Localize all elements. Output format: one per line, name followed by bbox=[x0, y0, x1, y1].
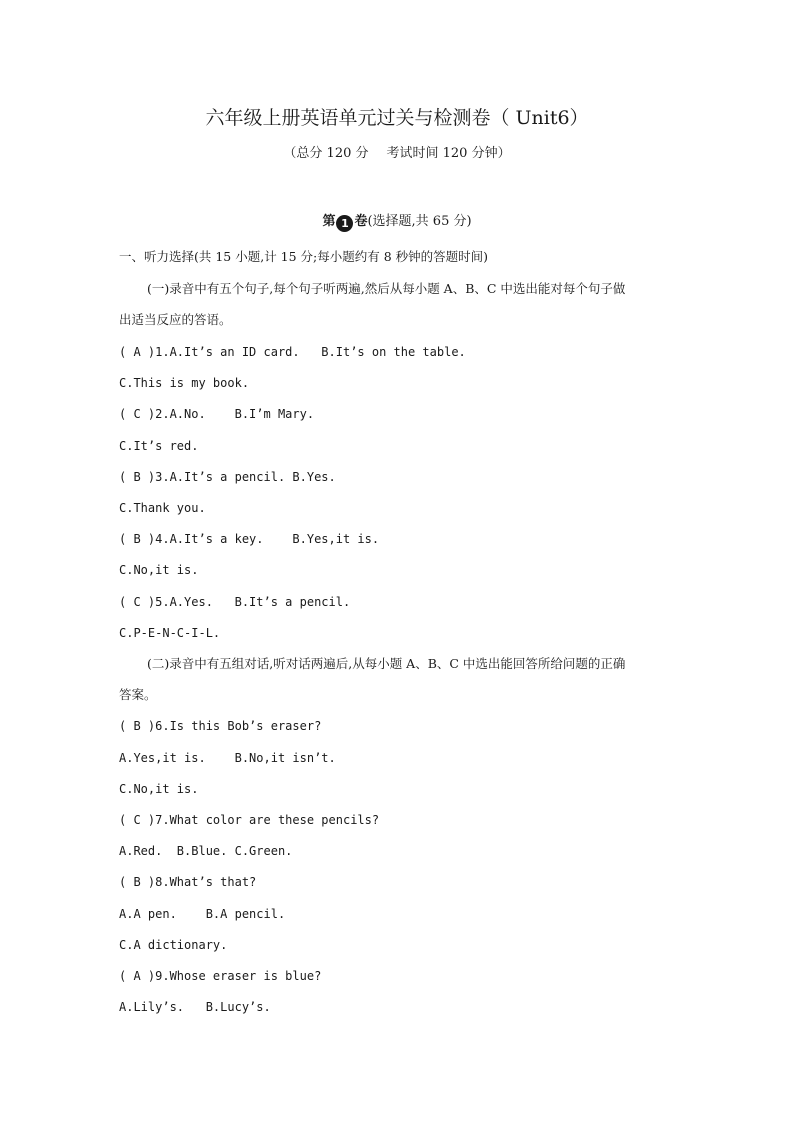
subsection-2-instruction-cont: 答案。 bbox=[119, 687, 157, 702]
part-detail: (选择题,共 65 分) bbox=[367, 214, 472, 229]
question-line: ( C )7.What color are these pencils? bbox=[119, 813, 380, 827]
exam-subtitle bbox=[0, 145, 794, 163]
question-line: A.A pen. B.A pencil. bbox=[119, 907, 286, 921]
part-heading bbox=[0, 212, 794, 232]
part-suffix: 卷 bbox=[354, 214, 368, 229]
question-line: C.No,it is. bbox=[119, 563, 199, 577]
question-line: ( B )3.A.It’s a pencil. B.Yes. bbox=[119, 470, 336, 484]
question-line: C.A dictionary. bbox=[119, 938, 228, 952]
subsection-2-instruction: (二)录音中有五组对话,听对话两遍后,从每小题 A、B、C 中选出能回答所给问题的正确 bbox=[147, 656, 626, 671]
section-heading: 一、听力选择(共 15 小题,计 15 分;每小题约有 8 秒钟的答题时间) bbox=[119, 249, 489, 264]
question-line: C.Thank you. bbox=[119, 501, 206, 515]
question-line: A.Red. B.Blue. C.Green. bbox=[119, 844, 293, 858]
subsection-1-instruction-cont: 出适当反应的答语。 bbox=[119, 312, 232, 327]
subsection-1-instruction: (一)录音中有五个句子,每个句子听两遍,然后从每小题 A、B、C 中选出能对每个句子做 bbox=[147, 281, 626, 296]
exam-time: 考试时间 120 分钟） bbox=[386, 146, 511, 161]
question-line: C.This is my book. bbox=[119, 376, 250, 390]
exam-title: 六年级上册英语单元过关与检测卷（ Unit6） bbox=[205, 107, 589, 129]
question-line: ( B )4.A.It’s a key. B.Yes,it is. bbox=[119, 532, 380, 546]
part-prefix: 第 bbox=[322, 214, 336, 229]
question-line: ( C )5.A.Yes. B.It’s a pencil. bbox=[119, 595, 351, 609]
question-line: ( C )2.A.No. B.I’m Mary. bbox=[119, 407, 315, 421]
question-line: ( B )8.What’s that? bbox=[119, 875, 257, 889]
question-line: A.Yes,it is. B.No,it isn’t. bbox=[119, 751, 336, 765]
question-line: ( B )6.Is this Bob’s eraser? bbox=[119, 719, 322, 733]
question-line: ( A )9.Whose eraser is blue? bbox=[119, 969, 322, 983]
total-score: （总分 120 分 bbox=[283, 146, 369, 161]
part-number-badge: 1 bbox=[336, 215, 353, 232]
question-line: A.Lily’s. B.Lucy’s. bbox=[119, 1000, 271, 1014]
question-line: C.It’s red. bbox=[119, 439, 199, 453]
question-line: C.No,it is. bbox=[119, 782, 199, 796]
question-line: C.P-E-N-C-I-L. bbox=[119, 626, 221, 640]
question-line: ( A )1.A.It’s an ID card. B.It’s on the table. bbox=[119, 345, 466, 359]
